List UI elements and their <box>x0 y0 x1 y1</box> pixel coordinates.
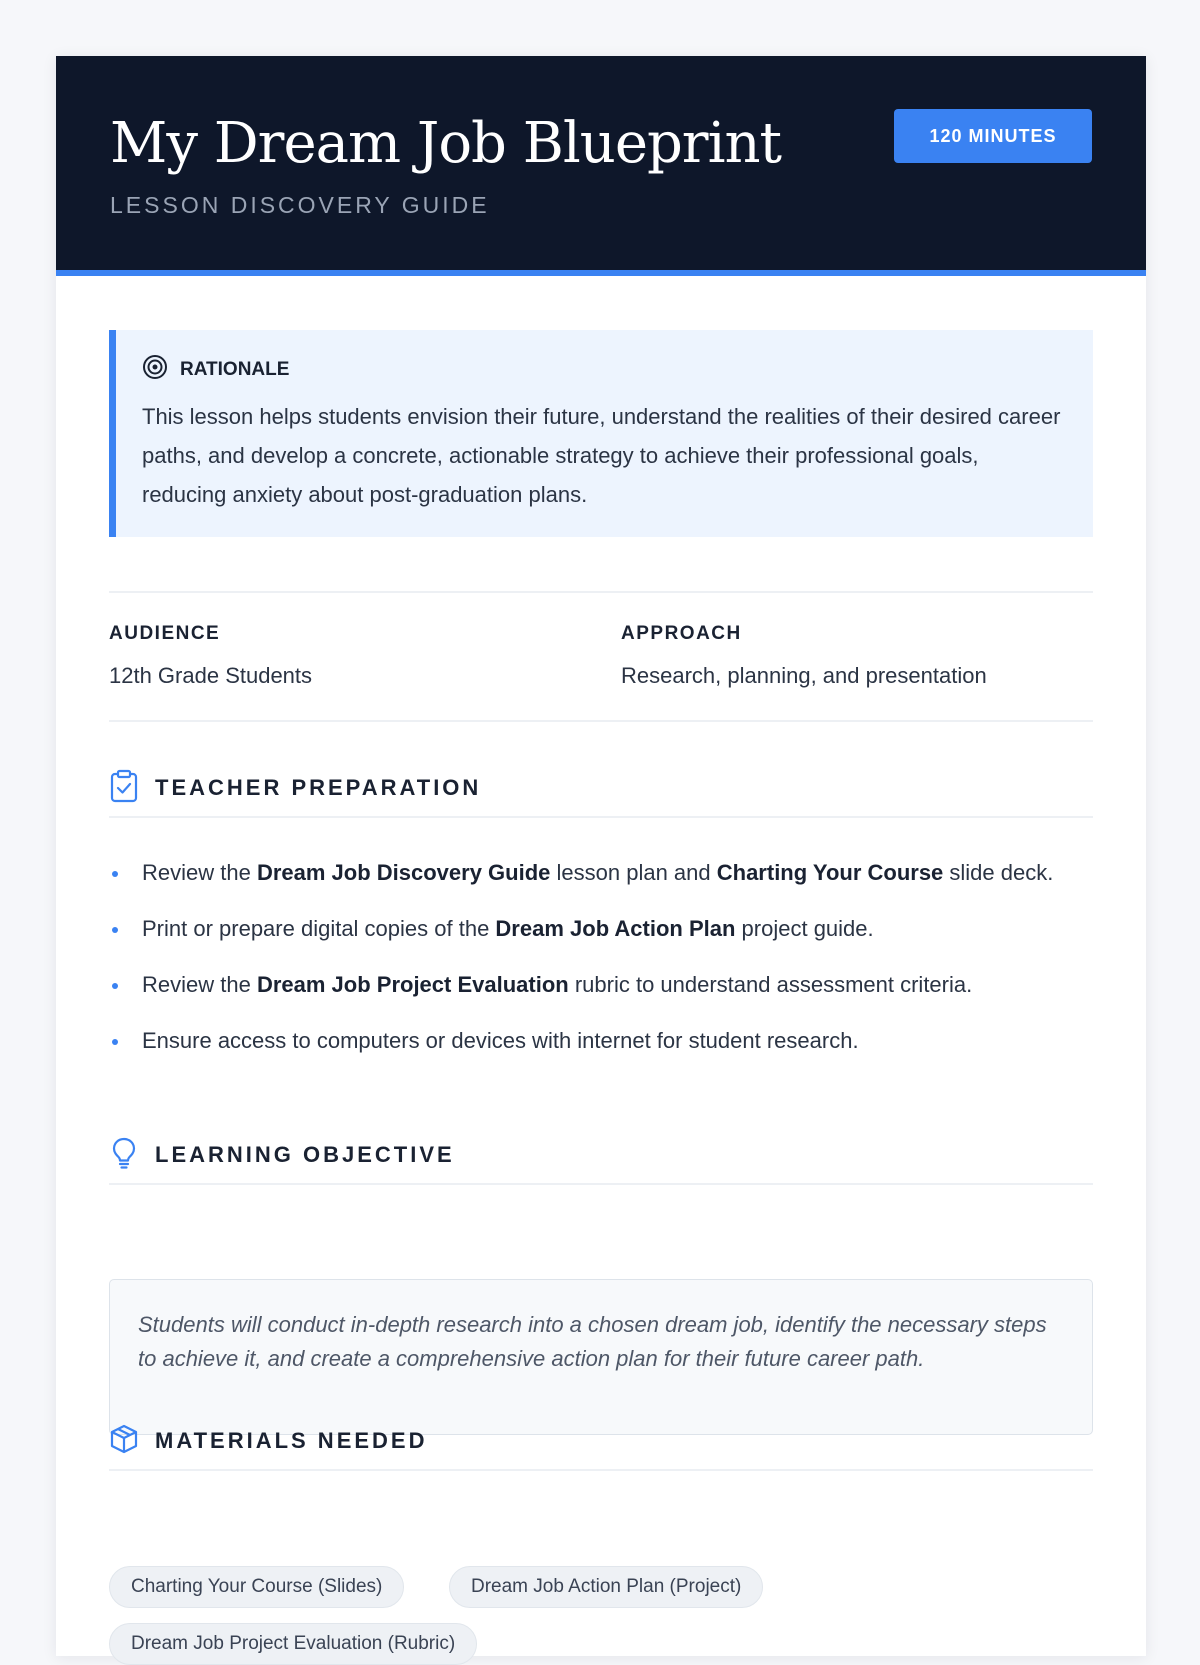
package-icon <box>109 1422 139 1461</box>
bullet <box>112 1039 118 1045</box>
page-title: My Dream Job Blueprint <box>110 111 782 176</box>
duration-badge: 120 MINUTES <box>894 109 1092 163</box>
clipboard-check-icon <box>109 769 139 808</box>
list-item-text <box>142 972 972 997</box>
rationale-text: This lesson helps students envision their future, understand the realities of their desired career paths, and develop a concrete, actionable strategy to achieve their professional goals, reducing anxiety about post-graduation plans. <box>142 404 1061 507</box>
audience-label: AUDIENCE <box>109 623 221 644</box>
list-item <box>109 856 1093 889</box>
rationale-header <box>142 354 1063 385</box>
bullet <box>112 927 118 933</box>
text-run: rubric to understand assessment criteria. <box>568 972 973 997</box>
rationale-box <box>109 330 1093 537</box>
audience-value: 12th Grade Students <box>109 663 313 688</box>
list-item <box>109 912 1093 945</box>
rationale-label: RATIONALE <box>180 358 290 380</box>
material-chip[interactable]: Dream Job Project Evaluation (Rubric) <box>109 1623 477 1665</box>
divider <box>109 720 1093 722</box>
list-item <box>109 1024 1093 1057</box>
divider <box>109 591 1093 593</box>
lightbulb-icon <box>109 1136 139 1175</box>
bullet <box>112 983 118 989</box>
learning-objective-header <box>109 1141 1093 1185</box>
teacher-preparation-header <box>109 774 1093 818</box>
lesson-card <box>56 56 1146 1656</box>
material-chip[interactable]: Dream Job Action Plan (Project) <box>449 1566 763 1608</box>
approach-label: APPROACH <box>621 623 742 644</box>
bold-text: Dream Job Discovery Guide <box>256 860 551 885</box>
lesson-header <box>56 56 1146 276</box>
bold-text: Dream Job Project Evaluation <box>256 972 569 997</box>
list-item <box>109 968 1093 1001</box>
list-item-text <box>142 916 874 941</box>
text-run: project guide. <box>735 916 874 941</box>
section-title: MATERIALS NEEDED <box>155 1428 428 1453</box>
text-run: lesson plan and <box>550 860 717 885</box>
list-item-text <box>142 1028 859 1053</box>
target-icon <box>142 354 168 385</box>
list-item-text <box>142 860 1053 885</box>
bullet <box>112 871 118 877</box>
bold-text: Dream Job Action Plan <box>495 916 736 941</box>
text-run: Ensure access to computers or devices with internet for student research. <box>142 1028 859 1053</box>
text-run: Review the <box>142 860 257 885</box>
teacher-preparation-list <box>109 856 1093 1080</box>
section-title: TEACHER PREPARATION <box>155 775 482 800</box>
bold-text: Charting Your Course <box>716 860 944 885</box>
page-subtitle: LESSON DISCOVERY GUIDE <box>110 192 490 218</box>
text-run: Print or prepare digital copies of the <box>142 916 496 941</box>
learning-objective-box: Students will conduct in-depth research into a chosen dream job, identify the necessary steps to achieve it, and create a comprehensive action plan for their future career path. <box>109 1279 1093 1435</box>
text-run: Review the <box>142 972 257 997</box>
material-chip[interactable]: Charting Your Course (Slides) <box>109 1566 404 1608</box>
materials-header <box>109 1427 1093 1471</box>
section-title: LEARNING OBJECTIVE <box>155 1142 455 1167</box>
text-run: slide deck. <box>943 860 1054 885</box>
approach-value: Research, planning, and presentation <box>621 663 987 688</box>
